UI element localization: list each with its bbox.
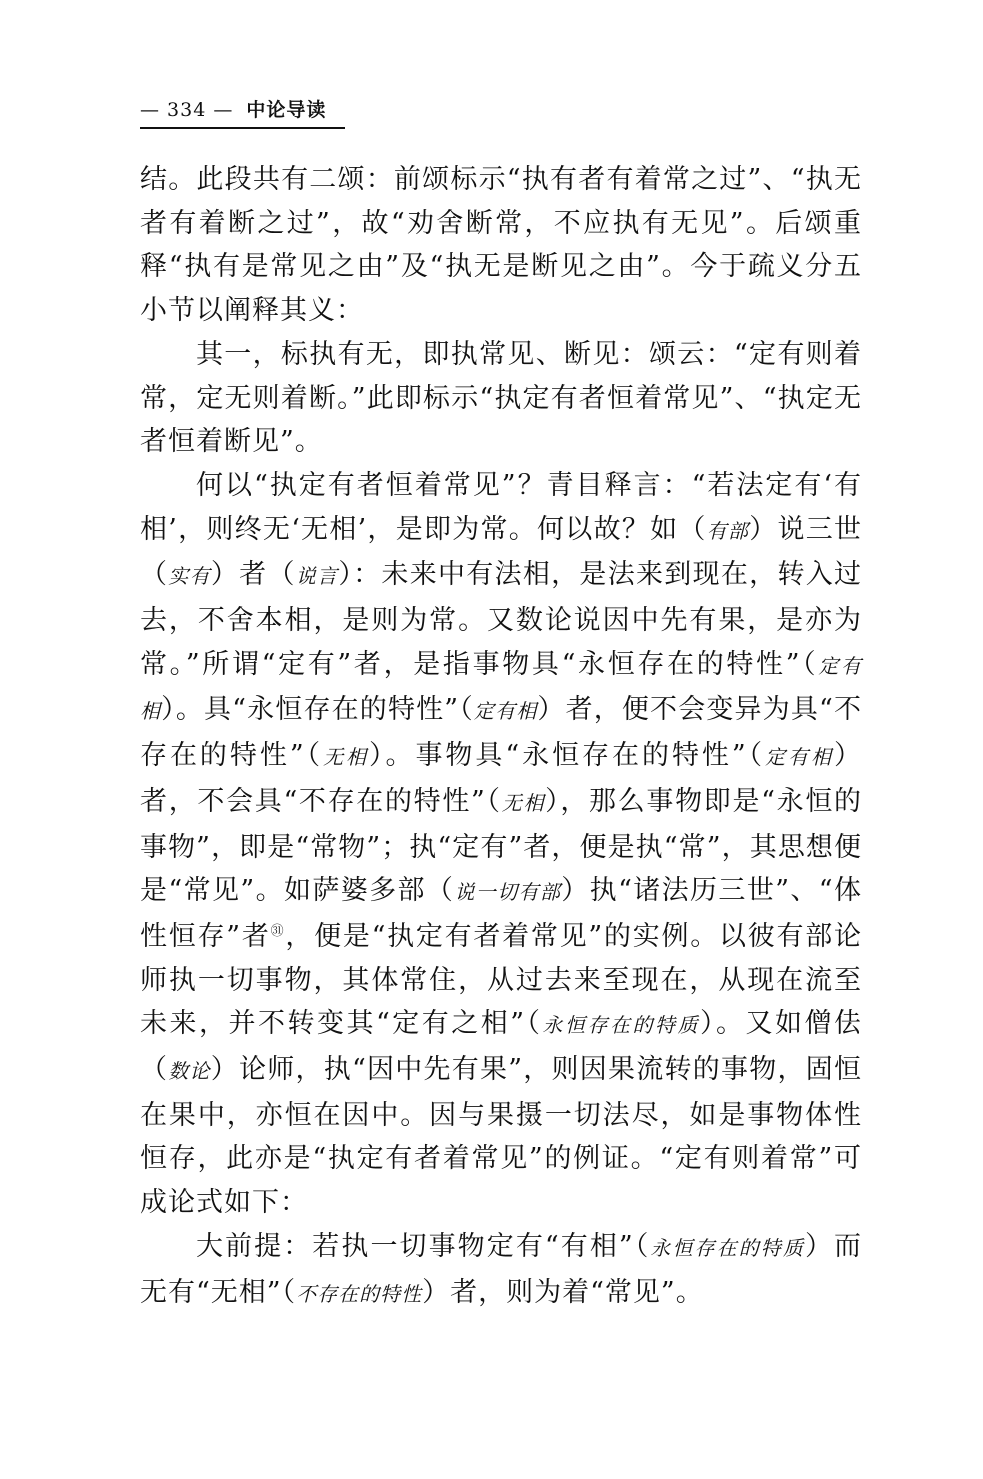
text-run: ）者，则为着“常见”。 <box>422 1276 704 1308</box>
text-run: ）者，不会具“不存在的特性”（ <box>140 740 863 817</box>
text-run: ）：未来中有法相，是法来到现在，转入过去，不舍本相，是则为常。又数论说因中先有果，是亦为常。”所谓“定有”者，是指事物具“永恒存在的特性”（ <box>140 559 863 680</box>
body-text <box>140 158 862 1316</box>
text-run: ，便是“执定有者着常见”的实例。以彼有部论师执一切事物，其体常住，从过去来至现在，从现在流至未来，并不转变其“定有之相”（ <box>140 920 862 1040</box>
annotation: 数论 <box>168 1059 211 1084</box>
annotation: 说一切有部 <box>454 880 562 905</box>
paragraph-1 <box>140 158 862 333</box>
page-header <box>140 95 345 129</box>
footnote-marker: ㉛ <box>270 923 286 939</box>
paragraph-2 <box>140 333 862 464</box>
page-number: 334 <box>167 99 207 121</box>
annotation: 定有相 <box>765 745 835 770</box>
text-run: ）论师，执“因中先有果”，则因果流转的事物，固恒在果中，亦恒在因中。因与果摄一切法尽，如是事物体性恒存，此亦是“执定有者着常见”的例证。“定有则着常”可成论式如下： <box>140 1054 863 1219</box>
annotation: 有部 <box>706 518 750 543</box>
annotation: 定有相 <box>140 653 863 724</box>
annotation: 定有相 <box>473 699 538 724</box>
book-title: 中论导读 <box>246 99 327 121</box>
text-run: ）说三世（ <box>140 513 863 591</box>
text-run: 其一，标执有无，即执常见、断见：颂云：“定有则着常，定无则着断。”此即标示“执定有者恒着常见”、“执定无者恒着断见”。 <box>140 338 862 458</box>
paragraph-4 <box>140 1225 862 1316</box>
text-run: ）者（ <box>210 559 296 591</box>
header-dash-right: — <box>213 99 234 121</box>
annotation: 实有 <box>168 564 211 589</box>
annotation: 无相 <box>323 745 370 770</box>
text-run: ）而无有“无相”（ <box>140 1230 863 1308</box>
text-run: ）。又如僧佉（ <box>140 1008 863 1086</box>
paragraph-3 <box>140 464 862 1225</box>
annotation: 不存在的特性 <box>296 1281 423 1306</box>
text-run: 结。此段共有二颂：前颂标示“执有者有着常之过”、“执无者有着断之过”，故“劝舍断常，不应执有无见”。后颂重释“执有是常见之由”及“执无是断见之由”。今于疏义分五小节以阐释其义： <box>140 164 862 327</box>
text-run: 何以“执定有者恒着常见”？青目释言：“若法定有‘有相’，则终无‘无相’，是即为常。何以故？如（ <box>140 469 862 545</box>
text-run: 大前提：若执一切事物定有“有相”（ <box>196 1230 651 1262</box>
annotation: 永恒存在的特质 <box>542 1013 701 1038</box>
header-dash-left: — <box>140 99 160 121</box>
text-run: ）执“诸法历三世”、“体性恒存”者 <box>140 875 862 952</box>
annotation: 说言 <box>295 564 339 589</box>
text-run: ）者，便不会变异为具“不存在的特性”（ <box>140 694 863 772</box>
text-run: ）。具“永恒存在的特性”（ <box>161 694 474 726</box>
annotation: 无相 <box>501 790 546 815</box>
text-run: ）。事物具“永恒存在的特性”（ <box>369 740 766 772</box>
annotation: 永恒存在的特质 <box>650 1235 805 1260</box>
text-run: ），那么事物即是“永恒的事物”，即是“常物”；执“定有”者，便是执“常”，其思想便是“常见”。如萨婆多部（ <box>140 785 863 907</box>
